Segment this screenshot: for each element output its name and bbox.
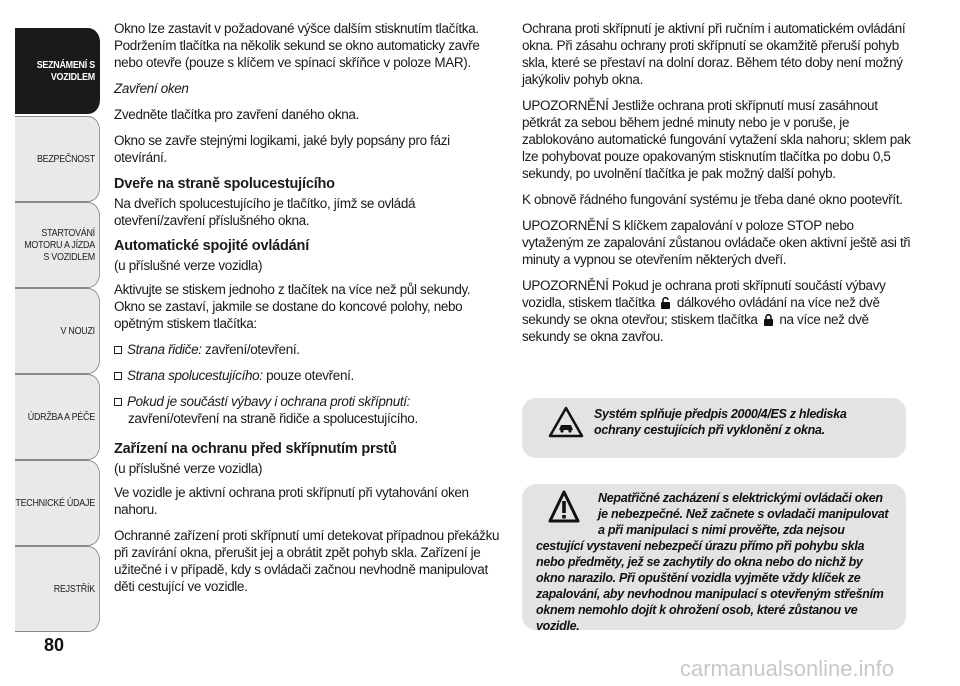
paragraph: Okno lze zastavit v požadované výšce dalším stisknutím tlačítka. Podržením tlačítka na několik sekund se okno automaticky zavře nebo otevře (pouze s klíčem ve spínací skříňce v poloze MAR).: [114, 21, 480, 70]
notice-text: Systém splňuje předpis 2000/4/ES z hlediska ochrany cestujících při vyklonění z okna.: [594, 407, 847, 437]
tab-rejstrik[interactable]: REJSTŘÍK: [15, 546, 100, 632]
list-item: Pokud je součástí výbavy i ochrana proti skřípnutí: zavření/otevření na straně řidiče a spolucestujícího.: [114, 393, 504, 427]
checkbox-bullet-icon: [114, 372, 122, 380]
chapter-sidebar: [0, 0, 102, 640]
list-item: Strana řidiče: zavření/otevření.: [114, 341, 504, 358]
paragraph: Zvedněte tlačítka pro zavření daného okna.: [114, 107, 359, 122]
paragraph: Aktivujte se stiskem jednoho z tlačítek na více než půl sekundy. Okno se zastaví, jakmile se dostane do koncové polohy, nebo opětným stiskem tlačítka:: [114, 282, 471, 331]
tab-startovani[interactable]: STARTOVÁNÍ MOTORU A JÍZDA S VOZIDLEM: [15, 202, 100, 288]
paragraph: Okno se zavře stejnými logikami, jaké byly popsány pro fázi otevírání.: [114, 133, 450, 165]
left-column: [114, 20, 504, 604]
right-column: [522, 20, 912, 354]
paragraph: Ochranné zařízení proti skřípnutí umí detekovat případnou překážku při zavírání okna, přerušit jej a obrátit zpět pohyb skla. Zařízení je užitečné i v případě, kdy s ovládači začnou nevhodně manipulovat děti cestující ve vozidle.: [114, 528, 500, 594]
warning-triangle-icon: [548, 490, 580, 524]
danger-notice: [522, 484, 906, 633]
notice-text: Nepatřičné zacházení s elektrickými ovládači oken je nebezpečné. Než začnete s ovladači manipulovat a při manipulaci s nimi prověřte, zda nejsou cestující vystaveni nebezpečí úrazu přímo při pohybu skla nebo předměty, jež se zachytily do okna nebo do nichž by okno narazilo. Při opuštění vozidla vyjměte vždy klíček ze zapalování, aby nevhodnou manipulací s otevřeným střešním oknem nemohlo dojít k ohrožení osob, které zůstanou ve vozidle.: [536, 491, 889, 633]
tab-v-nouzi[interactable]: V NOUZI: [15, 288, 100, 374]
version-note: (u příslušné verze vozidla): [114, 258, 263, 273]
page-number: 80: [44, 635, 65, 655]
car-window-warning-icon: [548, 406, 584, 438]
checkbox-bullet-icon: [114, 346, 122, 354]
paragraph: UPOZORNĚNÍ S klíčkem zapalování v poloze STOP nebo vytaženým ze zapalování zůstanou ovládače oken aktivní ještě asi tři minuty a vypnou se otevřením některých dveří.: [522, 218, 911, 267]
tab-seznameni[interactable]: SEZNÁMENÍ S VOZIDLEM: [15, 28, 100, 114]
list-item: Strana spolucestujícího: pouze otevření.: [114, 367, 504, 384]
checkbox-bullet-icon: [114, 398, 122, 406]
paragraph: UPOZORNĚNÍ Pokud je ochrana proti skřípnutí součástí výbavy vozidla, stiskem tlačítka dálkového ovládání na více než dvě sekundy se okna otevřou; stiskem tlačítka na více než dvě sekundy se okna zavřou.: [522, 278, 886, 344]
tab-udrzba[interactable]: ÚDRŽBA A PÉČE: [15, 374, 100, 460]
watermark: carmanualsonline.info: [680, 656, 895, 681]
heading-passenger-door: Dveře na straně spolucestujícího: [114, 176, 335, 192]
paragraph: K obnově řádného fungování systému je třeba dané okno pootevřít.: [522, 192, 903, 207]
subheading-closing: Zavření oken: [114, 81, 189, 96]
tab-technicke-udaje[interactable]: TECHNICKÉ ÚDAJE: [15, 460, 100, 546]
paragraph: Ochrana proti skřípnutí je aktivní při ručním i automatickém ovládání okna. Při zásahu ochrany proti skřípnutí se okamžitě přeruší pohyb skla, které se přestaví na dolní doraz. Během této doby není možný jakýkoliv pohyb okna.: [522, 21, 906, 87]
tab-bezpecnost[interactable]: BEZPEČNOST: [15, 116, 100, 202]
version-note: (u příslušné verze vozidla): [114, 461, 263, 476]
paragraph: Na dveřích spolucestujícího je tlačítko, jímž se ovládá otevření/zavření příslušného okna.: [114, 196, 416, 228]
heading-pinch-protection: Zařízení na ochranu před skřípnutím prstů: [114, 441, 397, 457]
paragraph: Ve vozidle je aktivní ochrana proti skřípnutí při vytahování oken nahoru.: [114, 485, 469, 517]
heading-auto-control: Automatické spojité ovládání: [114, 238, 310, 254]
unlock-icon: [660, 297, 671, 309]
lock-icon: [763, 314, 774, 326]
info-notice: [522, 398, 906, 458]
paragraph: UPOZORNĚNÍ Jestliže ochrana proti skřípnutí musí zasáhnout pětkrát za sebou během jedné minuty nebo je v poruše, je zablokováno automatické fungování vytažení skla nahoru; sklem pak lze pohybovat pouze opakovaným stisknutím tlačítka po dobu 0,5 sekundy, po uvolnění tlačítka je pak možný další pohyb.: [522, 98, 911, 181]
